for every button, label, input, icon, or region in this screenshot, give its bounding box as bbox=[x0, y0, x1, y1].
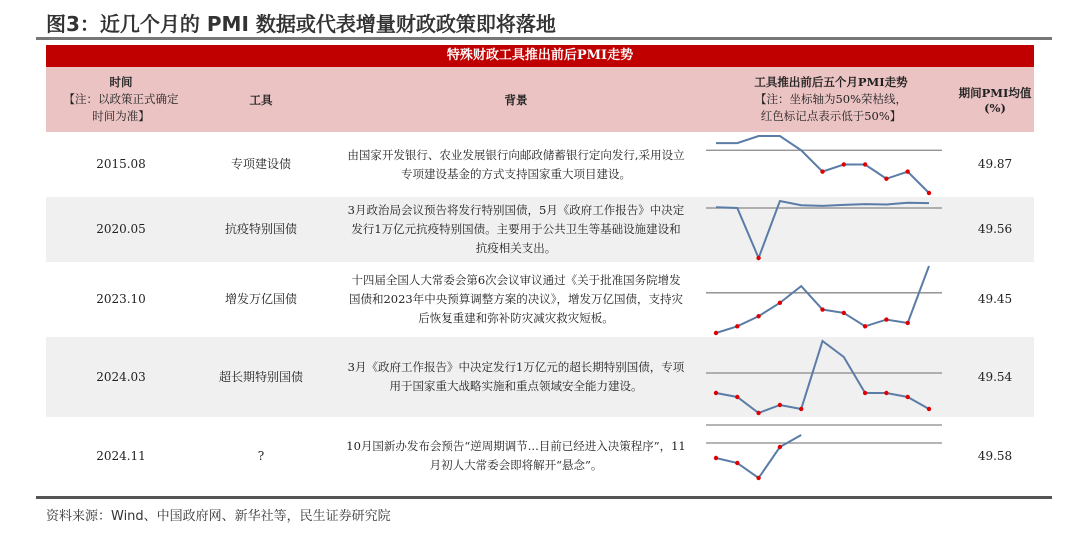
below-50-marker bbox=[884, 391, 888, 395]
pmi-table bbox=[46, 45, 1034, 495]
row-avg: 49.87 bbox=[977, 157, 1013, 171]
below-50-marker bbox=[884, 317, 888, 321]
pmi-sparkline bbox=[706, 417, 956, 495]
pmi-line bbox=[716, 435, 801, 478]
pmi-line bbox=[716, 341, 929, 413]
row-time: 2024.11 bbox=[96, 448, 146, 463]
below-50-marker bbox=[906, 321, 910, 325]
below-50-marker bbox=[756, 411, 760, 415]
row-trend bbox=[706, 197, 956, 262]
table-row bbox=[46, 417, 1034, 495]
header-trend-note: 红色标记点表示低于50%】 bbox=[760, 109, 902, 123]
row-time: 2020.05 bbox=[96, 222, 146, 236]
row-avg: 49.54 bbox=[977, 369, 1013, 384]
header-tool: 工具 bbox=[249, 92, 273, 107]
below-50-marker bbox=[927, 407, 931, 411]
pmi-sparkline bbox=[706, 132, 956, 197]
below-50-marker bbox=[714, 391, 718, 395]
pmi-line bbox=[716, 136, 929, 193]
below-50-marker bbox=[756, 314, 760, 318]
pmi-line bbox=[716, 201, 929, 258]
below-50-marker bbox=[927, 191, 931, 195]
row-background: 3月《政府工作报告》中决定发行1万亿元的超长期特别国债，专项用于国家重大战略实施和重点领域安全能力建设。 bbox=[347, 360, 685, 393]
header-trend-label: 工具推出前后五个月PMI走势 bbox=[754, 75, 908, 89]
row-tool: ? bbox=[257, 448, 265, 463]
header-time bbox=[46, 67, 196, 132]
row-avg: 49.56 bbox=[977, 222, 1013, 236]
figure-title: 图3：近几个月的 PMI 数据或代表增量财政政策即将落地 bbox=[46, 12, 556, 36]
below-50-marker bbox=[778, 301, 782, 305]
below-50-marker bbox=[820, 307, 824, 311]
below-50-marker bbox=[906, 169, 910, 173]
row-tool: 抗疫特别国债 bbox=[224, 222, 297, 236]
below-50-marker bbox=[735, 395, 739, 399]
table-banner: 特殊财政工具推出前后PMI走势 bbox=[46, 45, 1034, 67]
pmi-sparkline bbox=[706, 337, 956, 417]
header-time-label: 时间 bbox=[109, 75, 133, 89]
table-row bbox=[46, 197, 1034, 262]
row-time: 2023.10 bbox=[96, 292, 146, 306]
row-avg: 49.58 bbox=[977, 448, 1013, 463]
row-tool: 增发万亿国债 bbox=[224, 292, 297, 306]
pmi-sparkline bbox=[706, 262, 956, 337]
below-50-marker bbox=[842, 311, 846, 315]
bottom-rule bbox=[36, 496, 1052, 499]
source-note: 资料来源：Wind、中国政府网、新华社等，民生证券研究院 bbox=[46, 509, 391, 524]
row-tool: 超长期特别国债 bbox=[218, 369, 303, 384]
below-50-marker bbox=[756, 476, 760, 480]
below-50-marker bbox=[820, 169, 824, 173]
row-time: 2024.03 bbox=[96, 369, 146, 384]
top-rule bbox=[36, 37, 1052, 40]
row-trend bbox=[706, 262, 956, 337]
below-50-marker bbox=[863, 391, 867, 395]
below-50-marker bbox=[863, 162, 867, 166]
below-50-marker bbox=[714, 456, 718, 460]
row-background: 3月政治局会议预告将发行特别国债，5月《政府工作报告》中决定发行1万亿元抗疫特别国债。主要用于公共卫生等基础设施建设和抗疫相关支出。 bbox=[347, 203, 685, 255]
header-trend-note: 【注：坐标轴为50%荣枯线， bbox=[754, 92, 908, 106]
row-trend bbox=[706, 417, 956, 495]
row-time: 2015.08 bbox=[96, 157, 146, 171]
table-header bbox=[46, 67, 1034, 132]
below-50-marker bbox=[735, 324, 739, 328]
table-row bbox=[46, 262, 1034, 337]
table-row bbox=[46, 337, 1034, 417]
below-50-marker bbox=[842, 162, 846, 166]
row-tool: 专项建设债 bbox=[230, 157, 291, 171]
header-trend bbox=[706, 67, 956, 132]
row-trend bbox=[706, 337, 956, 417]
below-50-marker bbox=[884, 177, 888, 181]
below-50-marker bbox=[799, 407, 803, 411]
below-50-marker bbox=[714, 331, 718, 335]
header-background: 背景 bbox=[504, 92, 528, 107]
row-avg: 49.45 bbox=[977, 292, 1013, 306]
table-row bbox=[46, 132, 1034, 197]
row-trend bbox=[706, 132, 956, 197]
row-background: 十四届全国人大常委会第6次会议审议通过《关于批准国务院增发国债和2023年中央预算调整方案的决议》，增发万亿国债，支持灾后恢复重建和弥补防灾减灾救灾短板。 bbox=[348, 273, 683, 325]
header-avg: 期间PMI均值(%) bbox=[958, 85, 1032, 115]
below-50-marker bbox=[906, 395, 910, 399]
row-background: 由国家开发银行、农业发展银行向邮政储蓄银行定向发行,采用设立专项建设基金的方式支持国家重大项目建设。 bbox=[347, 147, 685, 181]
below-50-marker bbox=[735, 461, 739, 465]
below-50-marker bbox=[778, 403, 782, 407]
pmi-sparkline bbox=[706, 197, 956, 262]
below-50-marker bbox=[863, 324, 867, 328]
row-background: 10月国新办发布会预告“逆周期调节...目前已经进入决策程序”，11月初人大常委会即将解开“悬念”。 bbox=[346, 439, 686, 472]
below-50-marker bbox=[756, 256, 760, 260]
below-50-marker bbox=[778, 445, 782, 449]
header-time-note: 时间为准】 bbox=[92, 109, 150, 123]
header-time-note: 【注：以政策正式确定 bbox=[63, 92, 179, 106]
pmi-line bbox=[716, 266, 929, 333]
